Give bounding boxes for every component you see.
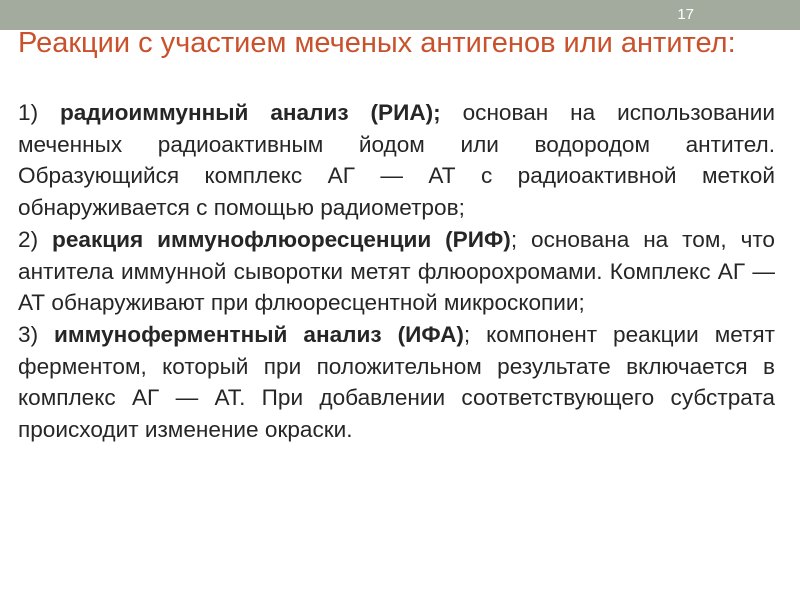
slide-number: 17 [677, 6, 694, 23]
term-rif: реакция иммунофлюоресценции (РИФ) [52, 226, 511, 252]
paragraph-text: ; компонент реакции метят ферментом, который при положительном результате включается в комплекс АГ — АТ. При добавлении соответствующего субстрата происходит изменение окраски. [18, 321, 775, 443]
slide-body [18, 97, 775, 446]
term-ifa: иммуноферментный анализ (ИФА) [54, 321, 464, 347]
paragraph-ifa [18, 319, 775, 446]
term-ria: радиоиммунный анализ (РИА); [59, 100, 441, 125]
paragraph-text: ; основана на том, что антитела иммунной сыворотки метят флюорохромами. Комплекс АГ — АТ обнаруживают при флюоресцентной микроскопии; [18, 226, 775, 316]
paragraph-prefix: 2) [18, 226, 53, 252]
slide-title: Реакции с участием меченых антигенов или антител: [18, 27, 736, 59]
paragraph-text: основан на использовании меченных радиоактивным йодом или водородом антител. Образующийся комплекс АГ — АТ с радиоактивной меткой обнаруживается с помощью радиометров; [18, 100, 775, 221]
paragraph-ria [18, 97, 775, 224]
paragraph-prefix: 1) [18, 100, 60, 125]
paragraph-rif [18, 224, 775, 319]
paragraph-prefix: 3) [18, 321, 55, 347]
